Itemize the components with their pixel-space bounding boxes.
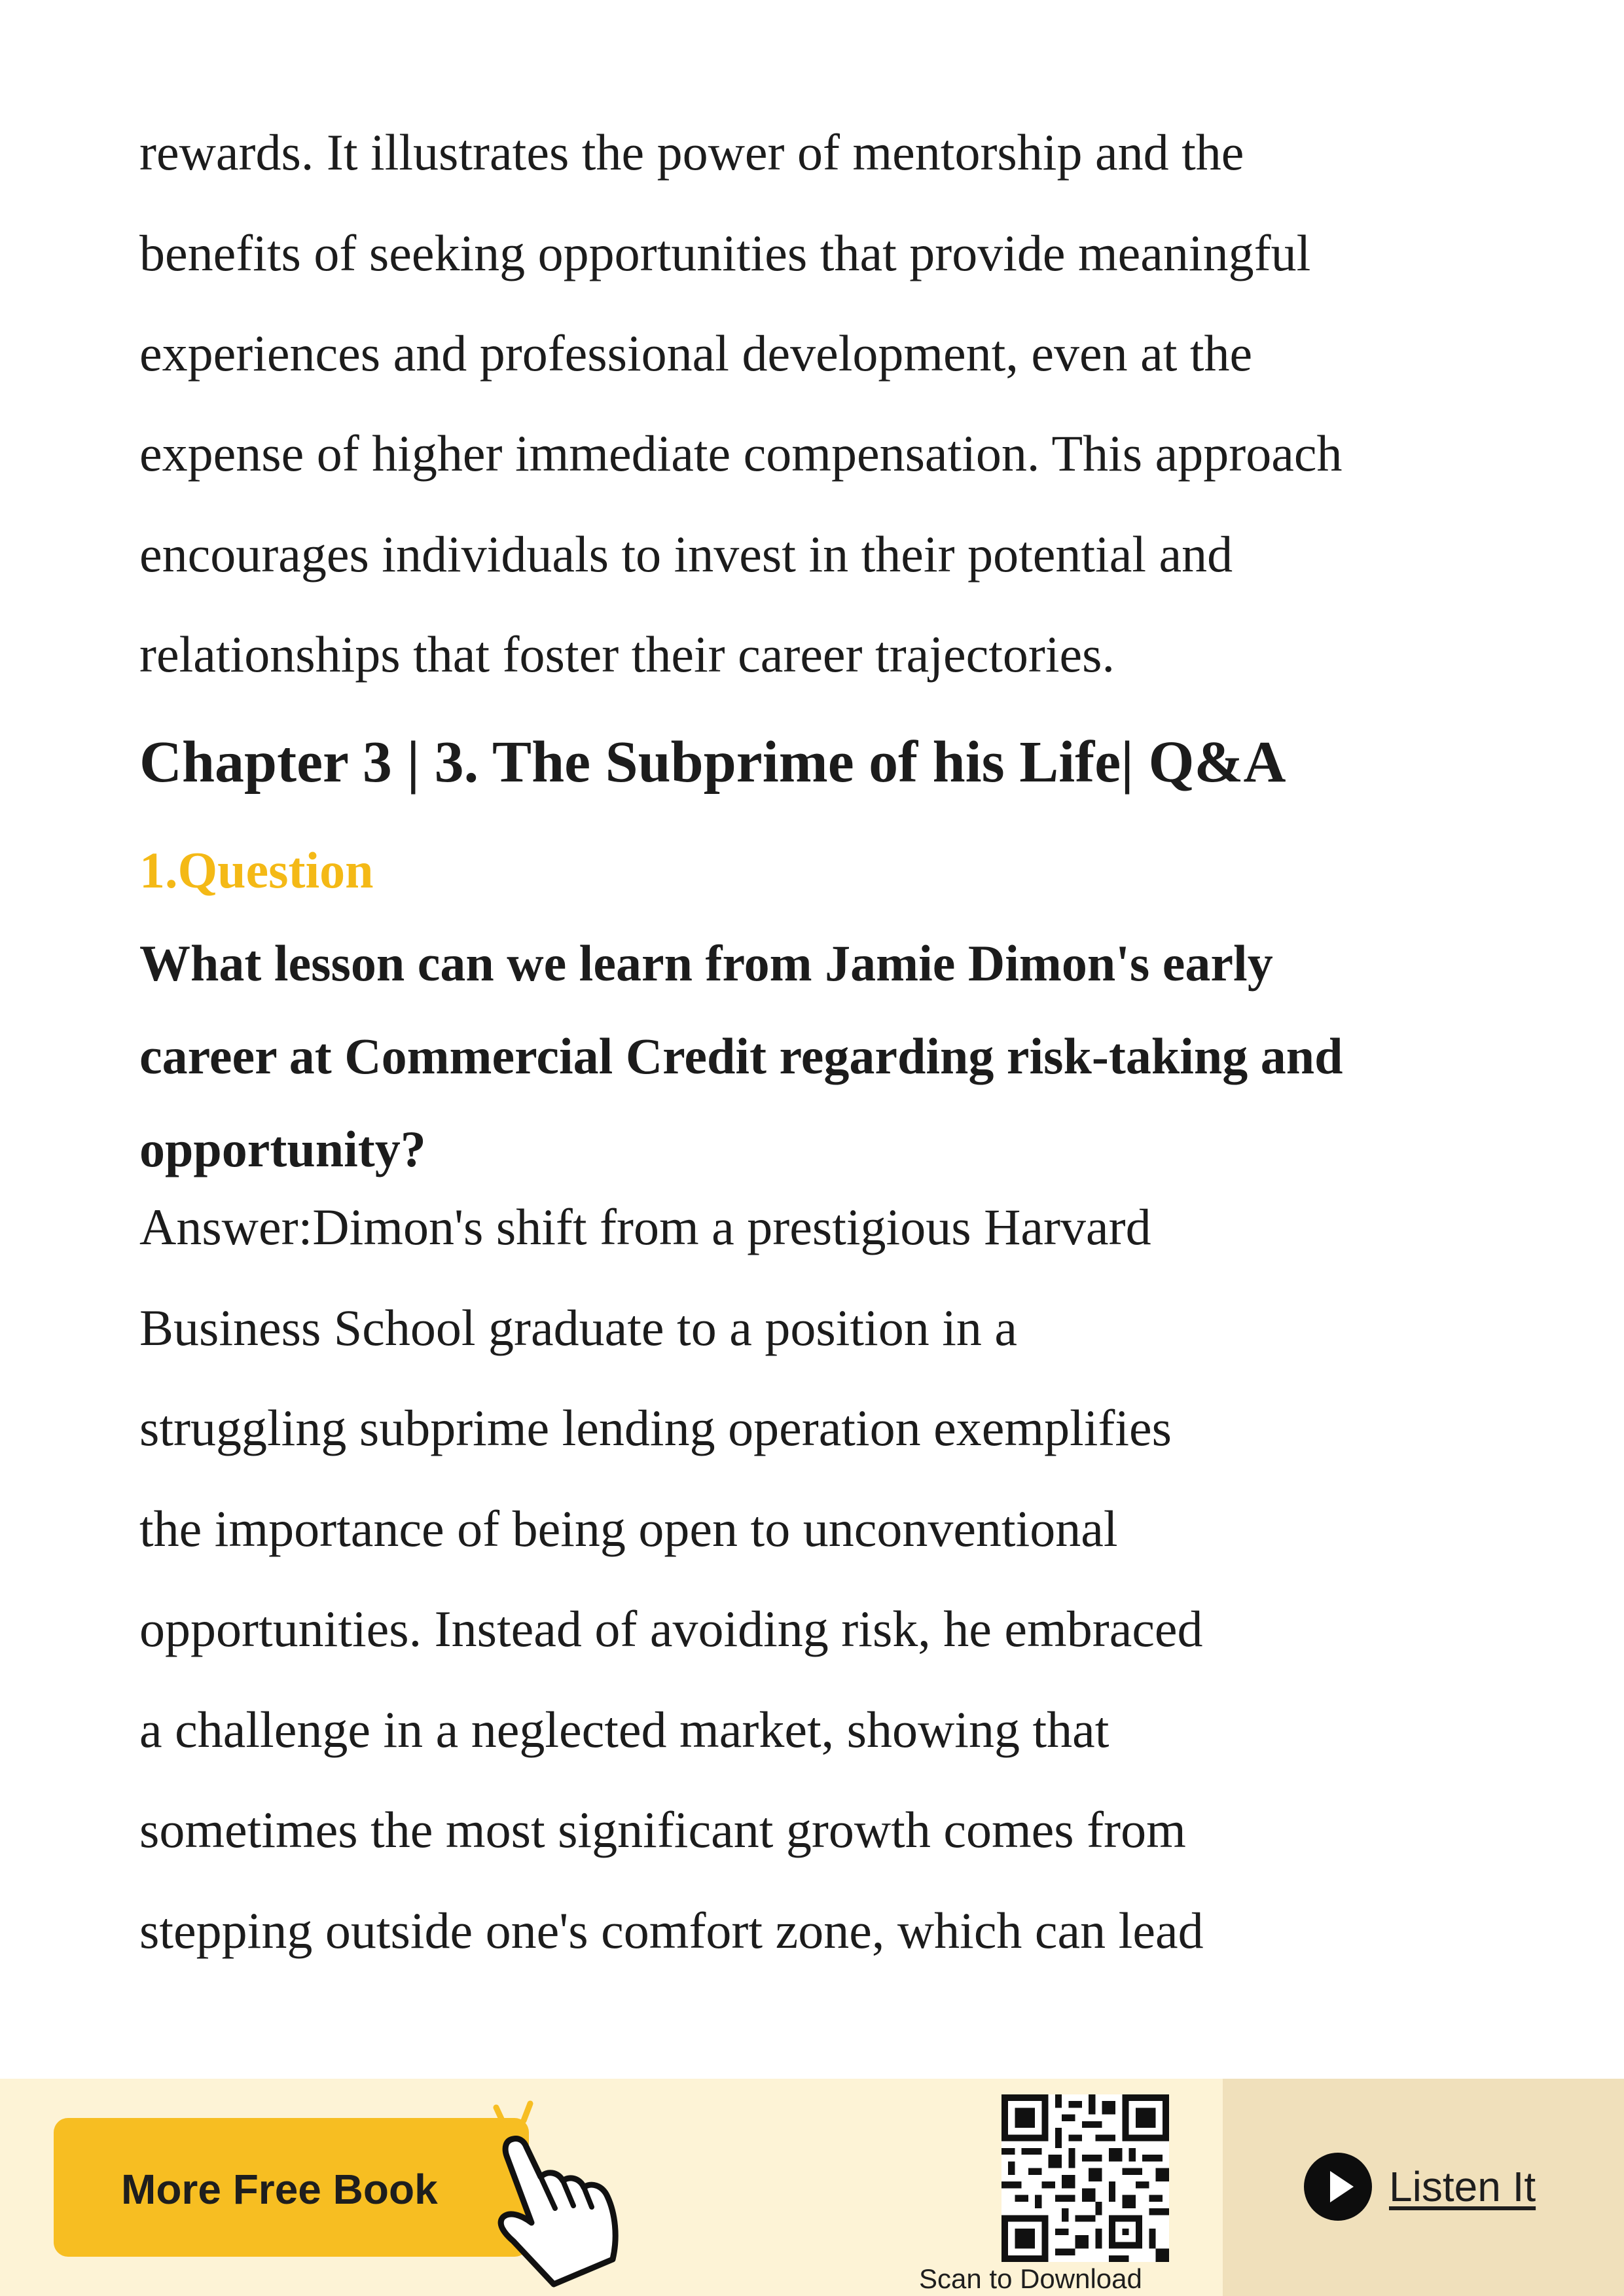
more-free-book-label: More Free Book bbox=[121, 2166, 438, 2213]
answer-line: opportunities. Instead of avoiding risk, he embraced bbox=[139, 1600, 1203, 1657]
answer-line: the importance of being open to unconventional bbox=[139, 1500, 1118, 1557]
paragraph-line: expense of higher immediate compensation. This approach bbox=[139, 425, 1343, 482]
question-line: career at Commercial Credit regarding risk-taking and bbox=[139, 1028, 1343, 1085]
paragraph-line: experiences and professional development, even at the bbox=[139, 325, 1253, 382]
pointing-hand-icon bbox=[458, 2098, 628, 2295]
qr-code-icon bbox=[1001, 2094, 1169, 2262]
answer-line: stepping outside one's comfort zone, which can lead bbox=[139, 1902, 1204, 1959]
listen-it-button[interactable] bbox=[1303, 2151, 1536, 2223]
paragraph-line: relationships that foster their career trajectories. bbox=[139, 626, 1115, 683]
paragraph-line: benefits of seeking opportunities that provide meaningful bbox=[139, 224, 1311, 281]
paragraph-line: encourages individuals to invest in their potential and bbox=[139, 526, 1233, 583]
scan-to-download-label: Scan to Download bbox=[919, 2263, 1142, 2294]
answer-line: a challenge in a neglected market, showing that bbox=[139, 1701, 1110, 1758]
chapter-heading: Chapter 3 | 3. The Subprime of his Life| Q&A bbox=[139, 730, 1286, 795]
question-line: opportunity? bbox=[139, 1121, 426, 1177]
answer-line: sometimes the most significant growth comes from bbox=[139, 1801, 1186, 1858]
answer-line: Business School graduate to a position in a bbox=[139, 1299, 1018, 1356]
play-icon bbox=[1303, 2151, 1373, 2222]
answer-line: Answer:Dimon's shift from a prestigious Harvard bbox=[139, 1198, 1151, 1255]
question-number: 1.Question bbox=[139, 842, 374, 899]
answer-line: struggling subprime lending operation exemplifies bbox=[139, 1399, 1172, 1456]
footer-bar bbox=[0, 2079, 1624, 2296]
question-line: What lesson can we learn from Jamie Dimon's early bbox=[139, 935, 1273, 992]
listen-it-label: Listen It bbox=[1389, 2163, 1536, 2210]
paragraph-line: rewards. It illustrates the power of mentorship and the bbox=[139, 124, 1244, 181]
